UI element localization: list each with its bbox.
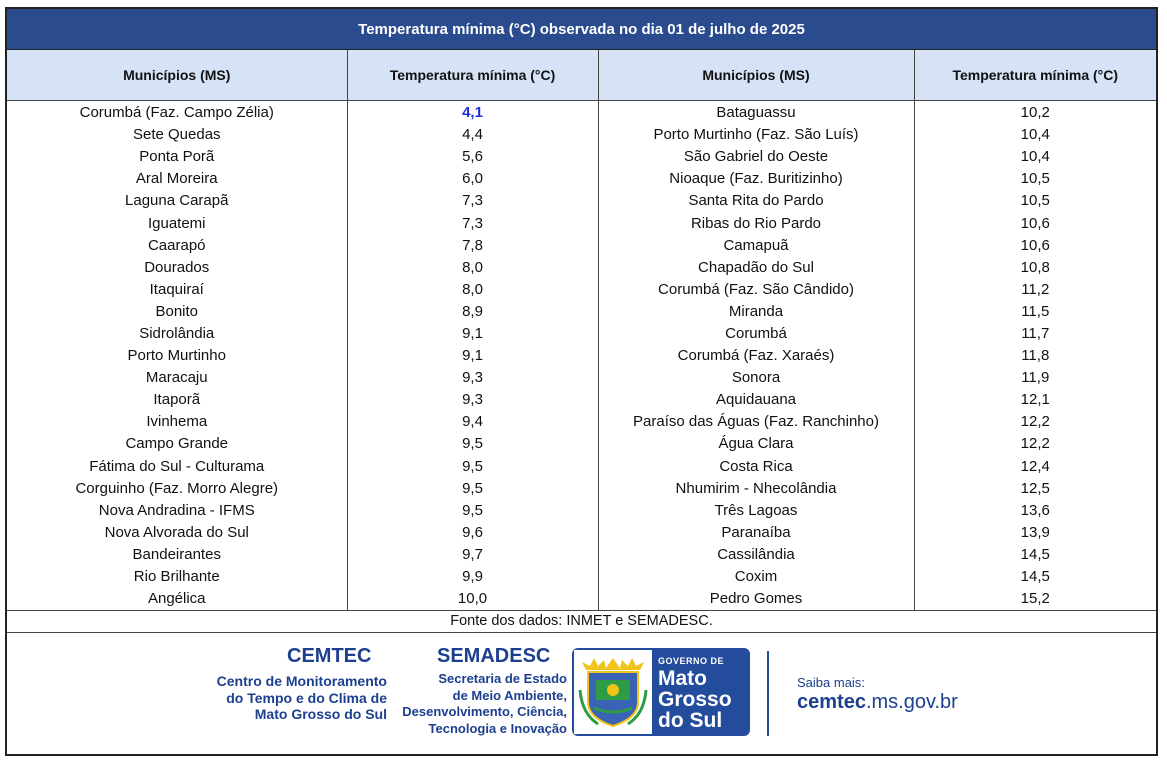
cell-municipality-left: Nova Andradina - IFMS	[7, 500, 347, 522]
semadesc-logo-name: SEMADESC	[437, 645, 551, 668]
table-row	[7, 168, 1156, 190]
cell-temperature-right: 11,8	[914, 345, 1156, 367]
cell-municipality-left: Sete Quedas	[7, 124, 347, 146]
cell-temperature-left: 9,5	[347, 478, 598, 500]
column-header-temperature-right: Temperatura mínima (°C)	[914, 50, 1156, 101]
column-header-temperature-left: Temperatura mínima (°C)	[347, 50, 598, 101]
cell-temperature-left: 8,0	[347, 257, 598, 279]
cell-temperature-right: 10,5	[914, 168, 1156, 190]
cell-municipality-right: Cassilândia	[598, 544, 914, 566]
cell-municipality-right: Sonora	[598, 367, 914, 389]
table-row	[7, 279, 1156, 301]
cell-municipality-left: Corguinho (Faz. Morro Alegre)	[7, 478, 347, 500]
cell-municipality-right: Corumbá	[598, 323, 914, 345]
cell-temperature-left: 9,9	[347, 566, 598, 588]
cell-temperature-right: 13,9	[914, 522, 1156, 544]
table-body	[7, 101, 1156, 611]
cemtec-desc-line: Centro de Monitoramento	[216, 673, 387, 690]
cell-municipality-left: Bonito	[7, 301, 347, 323]
website-link[interactable]	[797, 691, 958, 714]
cell-municipality-right: Três Lagoas	[598, 500, 914, 522]
cell-temperature-left: 9,1	[347, 323, 598, 345]
semadesc-logo-description	[397, 671, 567, 737]
cell-municipality-left: Ivinhema	[7, 411, 347, 433]
cell-temperature-right: 12,4	[914, 456, 1156, 478]
cell-temperature-left: 9,3	[347, 367, 598, 389]
cell-temperature-right: 10,6	[914, 212, 1156, 234]
cell-municipality-left: Ponta Porã	[7, 146, 347, 168]
cell-temperature-right: 11,5	[914, 301, 1156, 323]
data-source-note: Fonte dos dados: INMET e SEMADESC.	[7, 610, 1156, 633]
semadesc-desc-line: Tecnologia e Inovação	[428, 720, 567, 736]
cell-municipality-left: Caarapó	[7, 235, 347, 257]
cell-temperature-left: 10,0	[347, 588, 598, 610]
report-title: Temperatura mínima (°C) observada no dia 01 de julho de 2025	[7, 9, 1156, 50]
cell-temperature-right: 10,2	[914, 101, 1156, 125]
cemtec-logo-description	[202, 673, 387, 723]
gov-logo-state-line: Mato	[658, 667, 707, 691]
cell-municipality-right: Pedro Gomes	[598, 588, 914, 610]
cell-municipality-right: Bataguassu	[598, 101, 914, 125]
cell-temperature-left: 8,9	[347, 301, 598, 323]
cell-municipality-left: Corumbá (Faz. Campo Zélia)	[7, 101, 347, 125]
cell-municipality-left: Laguna Carapã	[7, 190, 347, 212]
table-row	[7, 389, 1156, 411]
report-frame	[5, 7, 1158, 756]
temperature-table	[7, 50, 1156, 610]
cell-municipality-left: Bandeirantes	[7, 544, 347, 566]
table-row	[7, 566, 1156, 588]
cell-temperature-left: 7,3	[347, 190, 598, 212]
semadesc-desc-line: Desenvolvimento, Ciência,	[402, 704, 567, 720]
table-row	[7, 301, 1156, 323]
table-row	[7, 146, 1156, 168]
cell-temperature-left: 9,1	[347, 345, 598, 367]
cell-temperature-right: 11,7	[914, 323, 1156, 345]
table-row	[7, 456, 1156, 478]
cell-temperature-right: 15,2	[914, 588, 1156, 610]
cell-temperature-right: 12,5	[914, 478, 1156, 500]
gov-logo-state-line: do Sul	[658, 709, 723, 733]
cell-municipality-right: Porto Murtinho (Faz. São Luís)	[598, 124, 914, 146]
state-coat-of-arms-icon	[574, 650, 652, 734]
cell-temperature-left: 5,6	[347, 146, 598, 168]
cell-temperature-left: 9,4	[347, 411, 598, 433]
cell-temperature-left: 4,4	[347, 124, 598, 146]
cell-temperature-right: 14,5	[914, 544, 1156, 566]
table-row	[7, 345, 1156, 367]
cell-temperature-right: 11,2	[914, 279, 1156, 301]
cell-municipality-left: Rio Brilhante	[7, 566, 347, 588]
cell-temperature-left: 9,6	[347, 522, 598, 544]
cell-municipality-right: Chapadão do Sul	[598, 257, 914, 279]
cell-municipality-right: Corumbá (Faz. Xaraés)	[598, 345, 914, 367]
table-row	[7, 212, 1156, 234]
website-link-bold: cemtec	[797, 691, 866, 714]
table-row	[7, 124, 1156, 146]
table-row	[7, 478, 1156, 500]
cell-municipality-left: Iguatemi	[7, 212, 347, 234]
cell-municipality-right: Aquidauana	[598, 389, 914, 411]
cell-municipality-left: Campo Grande	[7, 433, 347, 455]
cell-temperature-left: 6,0	[347, 168, 598, 190]
cell-temperature-left: 7,8	[347, 235, 598, 257]
cell-municipality-left: Dourados	[7, 257, 347, 279]
cell-temperature-left: 4,1	[347, 101, 598, 125]
gov-logo-state-line: Grosso	[658, 688, 732, 712]
column-header-municipality-left: Municípios (MS)	[7, 50, 347, 101]
table-row	[7, 367, 1156, 389]
learn-more-label: Saiba mais:	[797, 675, 865, 691]
cell-temperature-right: 12,1	[914, 389, 1156, 411]
cell-temperature-left: 7,3	[347, 212, 598, 234]
cell-municipality-right: São Gabriel do Oeste	[598, 146, 914, 168]
cemtec-desc-line: do Tempo e do Clima de	[226, 689, 387, 706]
column-header-municipality-right: Municípios (MS)	[598, 50, 914, 101]
cell-municipality-left: Porto Murtinho	[7, 345, 347, 367]
cell-temperature-right: 10,4	[914, 146, 1156, 168]
cell-temperature-right: 12,2	[914, 433, 1156, 455]
footer-logos	[7, 633, 1156, 750]
cell-municipality-right: Corumbá (Faz. São Cândido)	[598, 279, 914, 301]
cell-municipality-right: Nioaque (Faz. Buritizinho)	[598, 168, 914, 190]
cell-temperature-left: 9,5	[347, 433, 598, 455]
table-header-row	[7, 50, 1156, 101]
table-row	[7, 433, 1156, 455]
table-row	[7, 101, 1156, 125]
cell-temperature-left: 8,0	[347, 279, 598, 301]
cell-temperature-right: 11,9	[914, 367, 1156, 389]
cell-temperature-left: 9,7	[347, 544, 598, 566]
cell-municipality-right: Camapuã	[598, 235, 914, 257]
table-row	[7, 257, 1156, 279]
cell-municipality-left: Fátima do Sul - Culturama	[7, 456, 347, 478]
cell-temperature-right: 13,6	[914, 500, 1156, 522]
semadesc-desc-line: de Meio Ambiente,	[452, 687, 567, 703]
cell-municipality-right: Ribas do Rio Pardo	[598, 212, 914, 234]
cell-municipality-right: Costa Rica	[598, 456, 914, 478]
table-row	[7, 190, 1156, 212]
cell-municipality-right: Miranda	[598, 301, 914, 323]
cell-temperature-right: 12,2	[914, 411, 1156, 433]
semadesc-desc-line: Secretaria de Estado	[438, 671, 567, 687]
table-row	[7, 235, 1156, 257]
table-row	[7, 522, 1156, 544]
cemtec-logo-name: CEMTEC	[287, 645, 372, 668]
government-logo	[572, 648, 750, 736]
cemtec-desc-line: Mato Grosso do Sul	[254, 706, 387, 723]
table-row	[7, 323, 1156, 345]
cell-temperature-right: 10,6	[914, 235, 1156, 257]
cell-municipality-left: Itaporã	[7, 389, 347, 411]
cell-municipality-left: Itaquiraí	[7, 279, 347, 301]
cell-temperature-right: 14,5	[914, 566, 1156, 588]
cell-municipality-right: Santa Rita do Pardo	[598, 190, 914, 212]
gov-logo-prefix: GOVERNO DE	[658, 656, 725, 667]
cell-municipality-left: Nova Alvorada do Sul	[7, 522, 347, 544]
cell-temperature-right: 10,5	[914, 190, 1156, 212]
cell-temperature-left: 9,5	[347, 500, 598, 522]
table-row	[7, 411, 1156, 433]
table-row	[7, 500, 1156, 522]
website-link-rest: .ms.gov.br	[865, 691, 958, 714]
cell-municipality-left: Aral Moreira	[7, 168, 347, 190]
cell-temperature-left: 9,5	[347, 456, 598, 478]
table-row	[7, 544, 1156, 566]
footer-divider	[767, 651, 769, 736]
cell-temperature-left: 9,3	[347, 389, 598, 411]
cell-municipality-left: Angélica	[7, 588, 347, 610]
cell-municipality-right: Paraíso das Águas (Faz. Ranchinho)	[598, 411, 914, 433]
cell-municipality-right: Paranaíba	[598, 522, 914, 544]
cell-temperature-right: 10,8	[914, 257, 1156, 279]
cell-municipality-left: Sidrolândia	[7, 323, 347, 345]
cell-municipality-right: Nhumirim - Nhecolândia	[598, 478, 914, 500]
table-row	[7, 588, 1156, 610]
cell-municipality-right: Água Clara	[598, 433, 914, 455]
cell-temperature-right: 10,4	[914, 124, 1156, 146]
cell-municipality-left: Maracaju	[7, 367, 347, 389]
cell-municipality-right: Coxim	[598, 566, 914, 588]
